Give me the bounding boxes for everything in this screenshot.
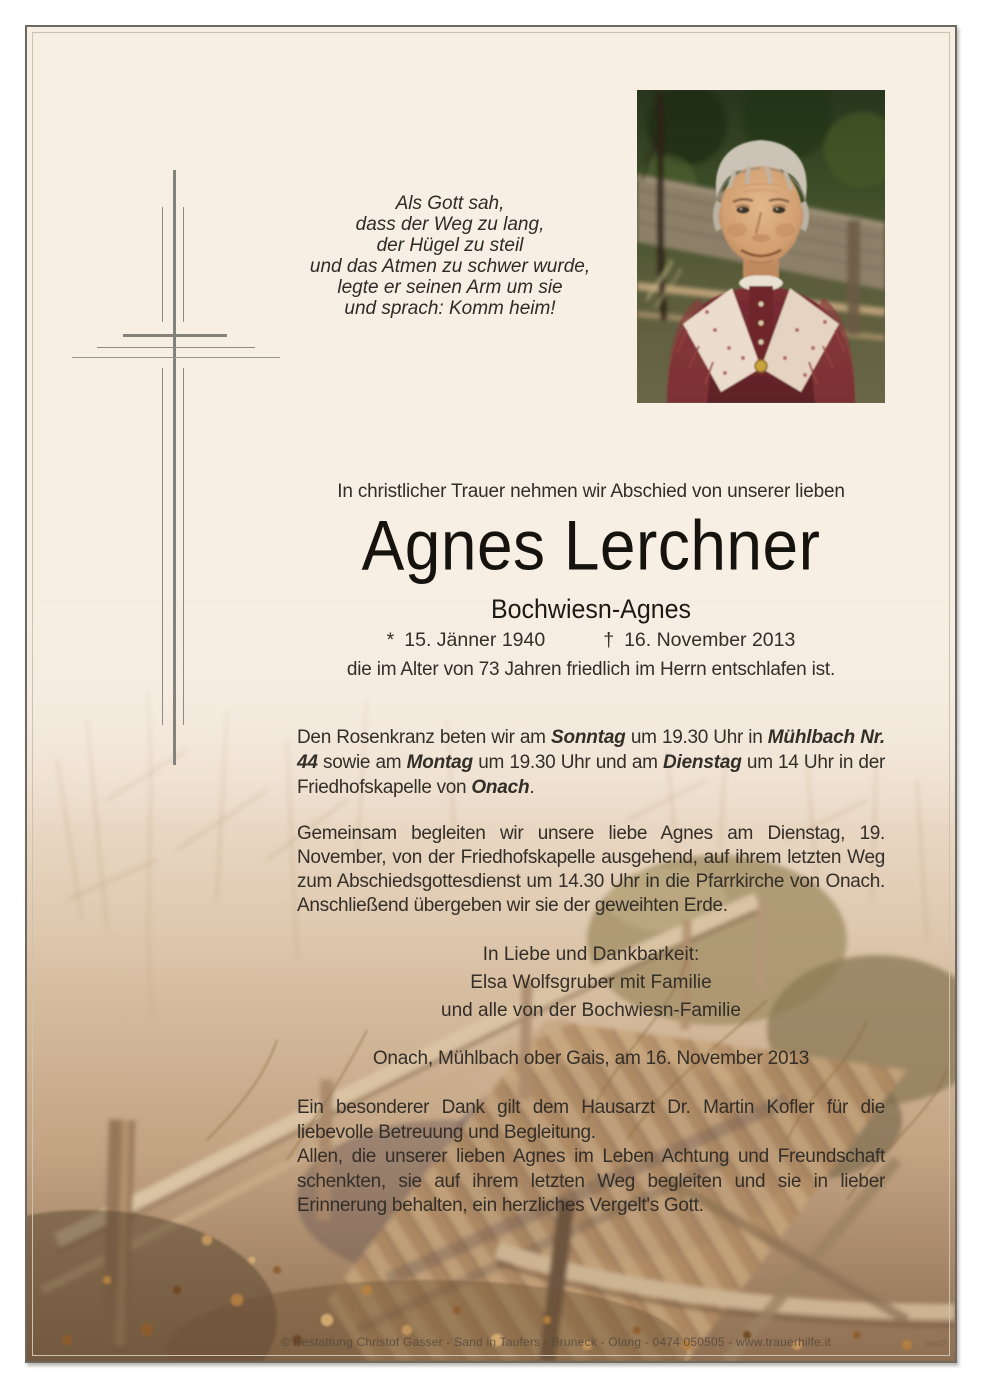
mourner-line: Elsa Wolfsgruber mit Familie xyxy=(470,972,712,993)
death-cross-symbol: † xyxy=(603,629,615,651)
thanks-paragraph: Allen, die unserer lieben Agnes im Leben Achtung und Freundschaft schenkten, sie auf ihrem letzten Weg begleiten und sie in lieber Erinnerung behalten, ein herzliches Vergelt's Gott. xyxy=(297,1146,885,1216)
thanks-paragraph: Ein besonderer Dank gilt dem Hausarzt Dr. Martin Kofler für die liebevolle Betreuung und Begleitung. xyxy=(297,1097,885,1143)
cross-thin-line xyxy=(183,207,185,322)
emphasized-text: Dienstag xyxy=(662,752,742,773)
birth-date xyxy=(387,629,546,652)
death-date-text: 16. November 2013 xyxy=(624,629,796,651)
cross-thin-line xyxy=(162,368,164,725)
intro-line: In christlicher Trauer nehmen wir Abschied von unserer lieben xyxy=(337,481,845,502)
text: . xyxy=(529,777,535,798)
cross-horizontal-line xyxy=(123,334,227,337)
text: um 19.30 Uhr in xyxy=(625,727,768,748)
emphasized-text: Sonntag xyxy=(551,727,626,748)
rosary-paragraph xyxy=(297,725,885,800)
birth-date-text: 15. Jänner 1940 xyxy=(404,629,546,651)
gratitude-block xyxy=(297,941,885,1025)
poem-line: legte er seinen Arm um sie xyxy=(337,277,563,298)
design-code: obg02 xyxy=(924,1339,947,1348)
text: um 19.30 Uhr und am xyxy=(472,752,663,773)
footer-credit: © Bestattung Christof Gasser - Sand in Taufers - Bruneck - Olang - 0474 050505 - www.trauerhilfe.it xyxy=(280,1335,831,1349)
cross-thin-line xyxy=(183,368,185,725)
cross-vertical-line xyxy=(173,170,176,765)
deceased-name: Agnes Lerchner xyxy=(361,505,821,585)
deceased-nickname: Bochwiesn-Agnes xyxy=(490,594,692,625)
death-date xyxy=(603,629,795,652)
text: um 14 Uhr in der Friedhofskapelle von xyxy=(297,752,885,798)
poem xyxy=(280,193,620,319)
cross-thin-line xyxy=(72,357,280,358)
mourners-list xyxy=(297,969,885,1025)
poem-line: dass der Weg zu lang, xyxy=(355,214,545,235)
life-dates xyxy=(297,629,885,652)
thanks-block xyxy=(297,1096,885,1219)
mourner-line: und alle von der Bochwiesn-Familie xyxy=(441,1000,741,1021)
emphasized-text: Onach xyxy=(471,777,530,798)
portrait-photo xyxy=(637,90,885,403)
poem-line: und das Atmen zu schwer wurde, xyxy=(309,256,591,277)
memorial-card xyxy=(25,25,957,1363)
text: sowie am xyxy=(317,752,407,773)
gratitude-heading: In Liebe und Dankbarkeit: xyxy=(482,944,700,965)
cross-thin-line xyxy=(162,207,164,322)
age-line: die im Alter von 73 Jahren friedlich im Herrn entschlafen ist. xyxy=(346,659,836,680)
birth-star-symbol: * xyxy=(386,629,395,651)
emphasized-text: Mühlbach Nr. 44 xyxy=(297,727,885,773)
poem-line: Als Gott sah, xyxy=(395,193,505,214)
place-date-line: Onach, Mühlbach ober Gais, am 16. November 2013 xyxy=(372,1048,810,1069)
procession-paragraph: Gemeinsam begleiten wir unsere liebe Agnes am Dienstag, 19. November, von der Friedhofskapelle ausgehend, auf ihrem letzten Weg zum Abschiedsgottesdienst um 14.30 Uhr in die Pfarrkirche von Onach. Anschließend übergeben wir sie der geweihten Erde. xyxy=(297,823,885,916)
text: Den Rosenkranz beten wir am xyxy=(297,727,551,748)
emphasized-text: Montag xyxy=(406,752,473,773)
poem-line: und sprach: Komm heim! xyxy=(344,298,556,319)
poem-line: der Hügel zu steil xyxy=(376,235,524,256)
cross-thin-line xyxy=(97,347,255,349)
